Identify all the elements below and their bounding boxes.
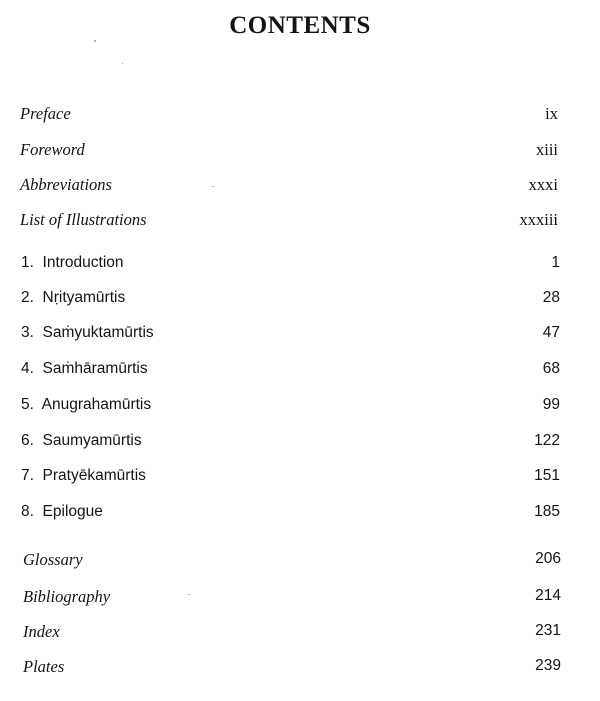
toc-entry-page: 214 bbox=[535, 587, 561, 604]
chapter-title: 8. Epilogue bbox=[21, 503, 103, 520]
toc-chapter bbox=[21, 254, 560, 278]
toc-entry bbox=[20, 210, 558, 234]
toc-entry bbox=[23, 657, 561, 681]
chapter-title: 3. Saṁyuktamūrtis bbox=[21, 324, 154, 341]
toc-chapter bbox=[21, 432, 560, 456]
chapter-title: 5. Anugrahamūrtis bbox=[21, 396, 152, 413]
toc-chapter bbox=[21, 289, 560, 313]
toc-entry-title: List of Illustrations bbox=[20, 210, 147, 229]
chapter-title: 1. Introduction bbox=[21, 254, 124, 271]
toc-entry-title: Glossary bbox=[23, 550, 83, 569]
toc-entry bbox=[23, 622, 561, 646]
toc-entry-title: Index bbox=[23, 622, 60, 641]
chapter-page: 99 bbox=[542, 396, 560, 413]
toc-chapter bbox=[21, 503, 560, 527]
toc-chapter bbox=[21, 467, 560, 491]
chapter-title: 4. Saṁhāramūrtis bbox=[21, 360, 148, 377]
toc-entry bbox=[20, 175, 558, 199]
toc-entry-title: Preface bbox=[20, 104, 71, 123]
chapter-page: 1 bbox=[551, 254, 560, 271]
scan-speck bbox=[122, 63, 123, 64]
scan-speck bbox=[212, 186, 214, 187]
toc-entry-title: Abbreviations bbox=[20, 175, 112, 194]
chapter-page: 68 bbox=[542, 360, 560, 377]
chapter-page: 185 bbox=[534, 503, 560, 520]
toc-entry-page: 206 bbox=[535, 550, 561, 567]
chapter-title: 6. Saumyamūrtis bbox=[21, 432, 142, 449]
chapter-title: 7. Pratyēkamūrtis bbox=[21, 467, 146, 484]
toc-entry-page: xiii bbox=[535, 140, 558, 159]
chapter-title: 2. Nṛityamūrtis bbox=[21, 289, 126, 306]
toc-chapter bbox=[21, 324, 560, 348]
scan-speck bbox=[188, 594, 190, 595]
toc-entry bbox=[23, 550, 561, 574]
toc-entry-title: Foreword bbox=[20, 140, 85, 159]
toc-entry-page: 239 bbox=[535, 657, 561, 674]
toc-entry-title: Bibliography bbox=[23, 587, 111, 606]
toc-chapter bbox=[21, 360, 560, 384]
toc-entry bbox=[23, 587, 561, 611]
toc-entry-page: 231 bbox=[535, 622, 561, 639]
page-title: CONTENTS bbox=[229, 12, 371, 39]
toc-entry bbox=[20, 140, 558, 164]
scan-speck bbox=[94, 40, 96, 42]
chapter-page: 47 bbox=[542, 324, 560, 341]
toc-entry-page: xxxiii bbox=[519, 210, 558, 229]
chapter-page: 122 bbox=[534, 432, 560, 449]
toc-entry-page: ix bbox=[545, 104, 558, 123]
toc-entry-title: Plates bbox=[23, 657, 65, 676]
toc-chapter bbox=[21, 396, 560, 420]
toc-entry bbox=[20, 104, 558, 128]
toc-entry-page: xxxi bbox=[528, 175, 558, 194]
chapter-page: 151 bbox=[534, 467, 560, 484]
chapter-page: 28 bbox=[542, 289, 560, 306]
